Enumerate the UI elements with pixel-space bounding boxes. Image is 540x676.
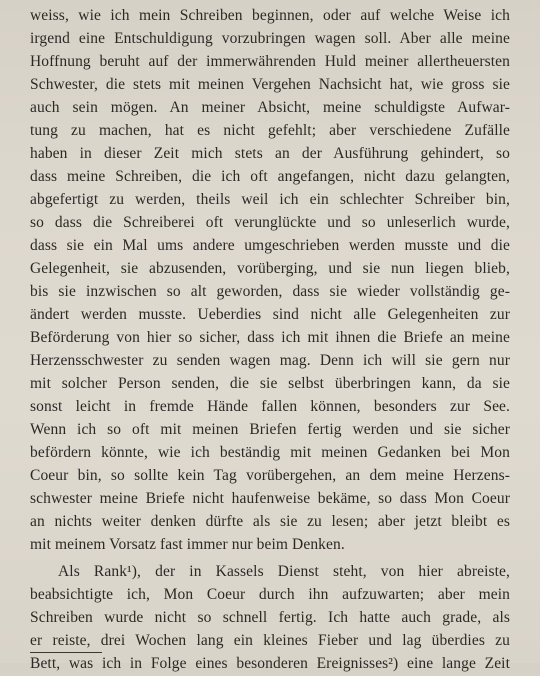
text-line: weiss, wie ich mein Schreiben beginnen, oder auf welche Weise ich: [30, 7, 510, 24]
text-line: haben in dieser Zeit mich stets an der Ausführung gehindert, so: [30, 145, 510, 162]
text-line: dass meine Schreiben, die ich oft angefangen, nicht dazu gelangten,: [30, 168, 510, 185]
text-line: Wenn ich so oft mit meinen Briefen fertig werden und sie sicher: [30, 421, 510, 438]
text-line: an nichts weiter denken dürfte als sie zu lesen; aber jetzt bleibt es: [30, 513, 510, 530]
text-line: mit meinem Vorsatz fast immer nur beim Denken.: [30, 536, 345, 553]
text-line: Schreiben wurde nicht so schnell fertig. Ich hatte auch grade, als: [30, 609, 510, 626]
text-line: er reiste, drei Wochen lang ein kleines Fieber und lag überdies zu: [30, 632, 510, 649]
text-line: Gelegenheit, sie abzusenden, vorüberging, und sie nun liegen blieb,: [30, 260, 510, 277]
text-line: bis sie inzwischen so alt geworden, dass sie wieder vollständig ge-: [30, 283, 510, 300]
text-line: sonst leicht in fremde Hände fallen können, besonders zur See.: [30, 398, 510, 415]
text-line: Beförderung von hier so sicher, dass ich mit ihnen die Briefe an meine: [30, 329, 510, 346]
text-line: befördern könnte, wie ich beständig mit meinen Gedanken bei Mon: [30, 444, 510, 461]
text-line: mit solcher Person senden, die sie selbst überbringen kann, da sie: [30, 375, 510, 392]
text-line: auch sein mögen. An meiner Absicht, meine schuldigste Aufwar-: [30, 99, 510, 116]
text-line: Coeur bin, so sollte kein Tag vorübergehen, an dem meine Herzens-: [30, 467, 510, 484]
text-line: ändert werden musste. Ueberdies sind nicht alle Gelegenheiten zur: [30, 306, 510, 323]
text-line: schwester meine Briefe nicht haufenweise bekäme, so dass Mon Coeur: [30, 490, 510, 507]
text-line: so dass die Schreiberei oft verunglückte und so unleserlich wurde,: [30, 214, 510, 231]
text-line: Als Rank¹), der in Kassels Dienst steht, von hier abreiste,: [58, 563, 510, 580]
text-line: dass sie ein Mal ums andere umgeschrieben werden musste und die: [30, 237, 510, 254]
text-line: tung zu machen, hat es nicht gefehlt; aber verschiedene Zufälle: [30, 122, 510, 139]
text-line: Hoffnung beruht auf der immerwährenden Huld meiner allertheuersten: [30, 53, 510, 70]
text-line: abgefertigt zu werden, theils weil ich ein schlechter Schreiber bin,: [30, 191, 510, 208]
text-line: beabsichtigte ich, Mon Coeur durch ihn aufzuwarten; aber mein: [30, 586, 510, 603]
text-line: irgend eine Entschuldigung vorzubringen wagen soll. Aber alle meine: [30, 30, 510, 47]
footnote-rule: [30, 652, 102, 653]
text-line: Schwester, die stets mit meinen Vergehen Nachsicht hat, wie gross sie: [30, 76, 510, 93]
text-line: Herzensschwester zu senden wagen mag. Denn ich will sie gern nur: [30, 352, 510, 369]
text-line: Bett, was ich in Folge eines besonderen Ereignisses²) eine lange Zeit: [30, 655, 510, 672]
